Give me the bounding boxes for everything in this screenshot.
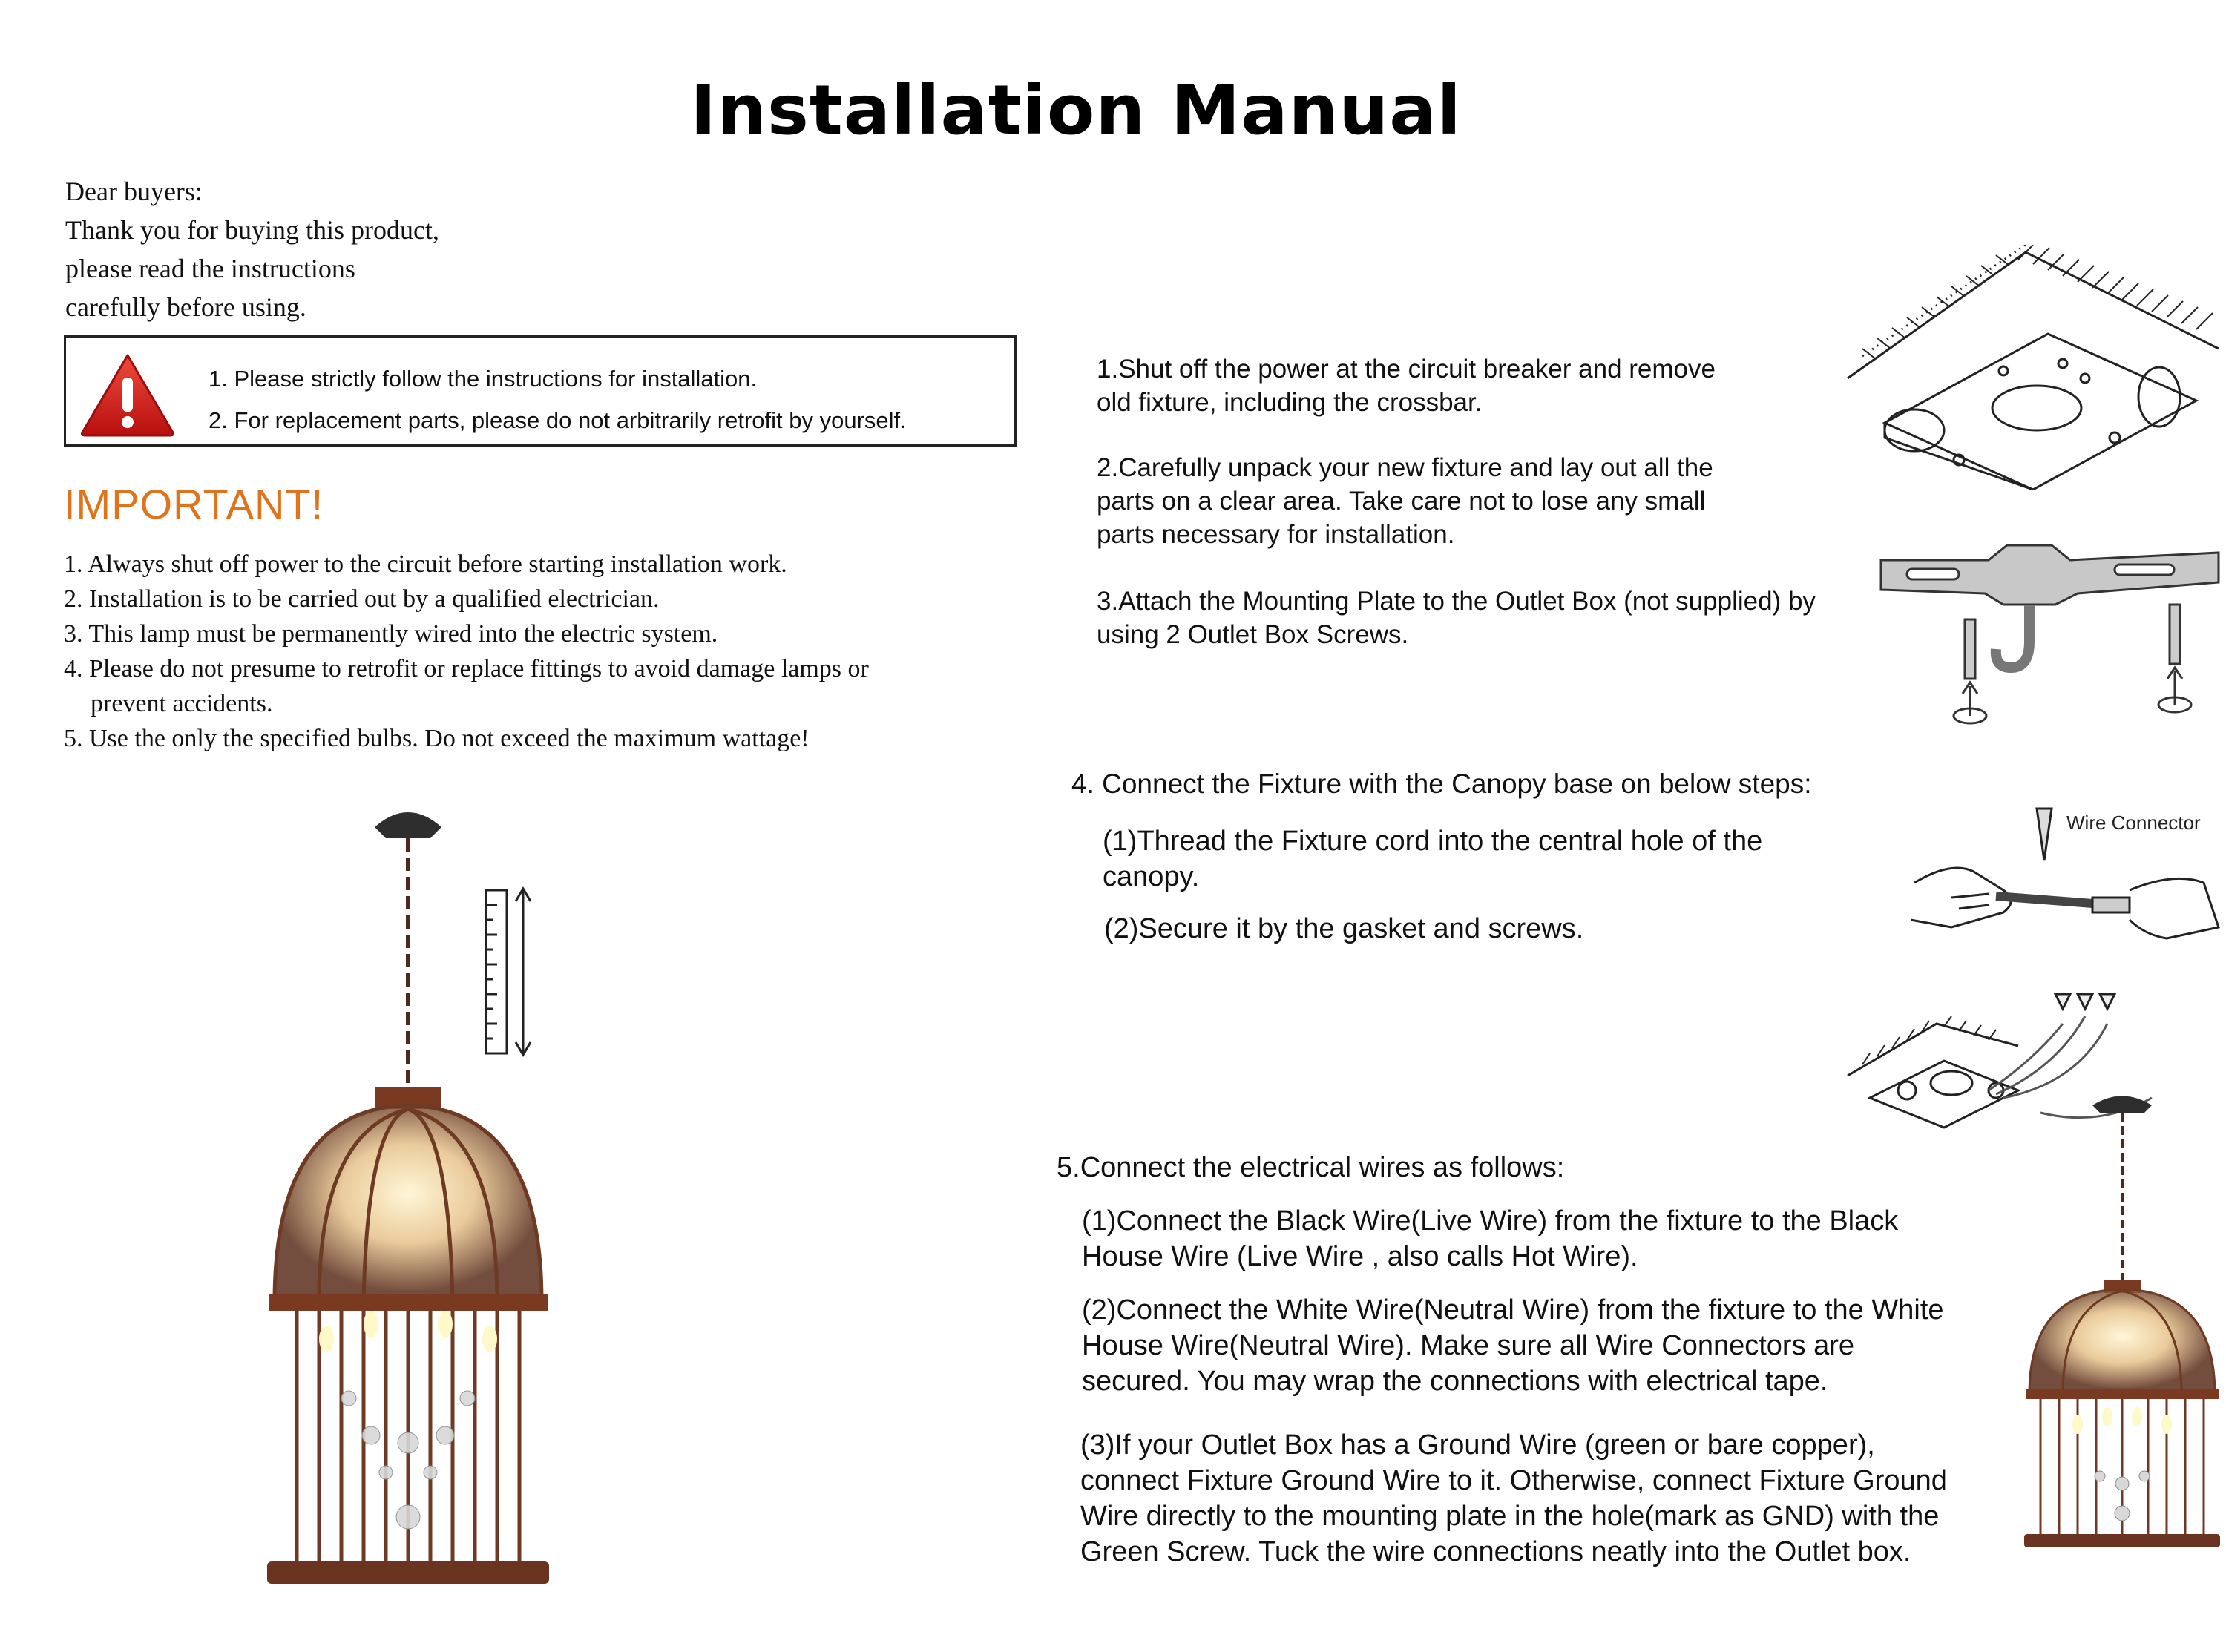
- greeting-line: Dear buyers:: [65, 177, 203, 206]
- warning-box: [64, 335, 1017, 447]
- step-text: Wire directly to the mounting plate in the hole(mark as GND) with the: [1080, 1501, 1940, 1532]
- warning-line: 2. For replacement parts, please do not arbitrarily retrofit by yourself.: [209, 407, 907, 433]
- warning-line: 1. Please strictly follow the instructions for installation.: [209, 366, 758, 392]
- list-item: 2. Installation is to be carried out by a qualified electrician.: [64, 585, 660, 613]
- greeting-line: please read the instructions: [65, 254, 355, 283]
- page-title: Installation Manual: [690, 70, 1462, 150]
- outlet-box-illustration: [1840, 245, 2226, 490]
- step-text: connect Fixture Ground Wire to it. Otherwise, connect Fixture Ground: [1080, 1465, 1947, 1496]
- chandelier-image: [237, 805, 653, 1599]
- step-5-3: [1080, 1427, 1947, 1570]
- greeting-line: carefully before using.: [65, 292, 306, 322]
- step-text: House Wire (Live Wire , also calls Hot Wire).: [1082, 1241, 1638, 1272]
- mounting-plate-illustration: [1877, 530, 2226, 738]
- step-text: 1.Shut off the power at the circuit breaker and remove: [1097, 355, 1716, 384]
- step-text: Green Screw. Tuck the wire connections neatly into the Outlet box.: [1080, 1536, 1911, 1567]
- list-item: 4. Please do not presume to retrofit or replace fittings to avoid damage lamps or: [64, 655, 869, 682]
- step-text: parts on a clear area. Take care not to lose any small: [1097, 487, 1706, 516]
- step-text: using 2 Outlet Box Screws.: [1097, 620, 1409, 649]
- step-5-1: [1082, 1203, 1898, 1274]
- step-3: [1097, 585, 1816, 651]
- wire-connector-illustration: [1907, 801, 2226, 950]
- step-text: canopy.: [1103, 861, 1200, 892]
- step-text: parts necessary for installation.: [1097, 520, 1455, 549]
- step-text: 2.Carefully unpack your new fixture and lay out all the: [1097, 453, 1713, 482]
- step-5-2: [1082, 1292, 1943, 1399]
- step-text: (1)Thread the Fixture cord into the central hole of the: [1103, 826, 1763, 857]
- step-text: (1)Connect the Black Wire(Live Wire) from the fixture to the Black: [1082, 1205, 1899, 1237]
- step-1: [1097, 352, 1716, 419]
- step-text: House Wire(Neutral Wire). Make sure all Wire Connectors are: [1082, 1330, 1855, 1361]
- step-text: old fixture, including the crossbar.: [1097, 388, 1483, 417]
- step-5: 5.Connect the electrical wires as follows:: [1057, 1152, 1565, 1183]
- step-4-2: (2)Secure it by the gasket and screws.: [1104, 913, 1584, 944]
- important-list: [64, 547, 869, 756]
- greeting-line: Thank you for buying this product,: [65, 215, 439, 245]
- step-4-1: [1103, 823, 1762, 895]
- list-item: prevent accidents.: [91, 690, 273, 717]
- list-item: 1. Always shut off power to the circuit before starting installation work.: [64, 550, 787, 578]
- greeting: [65, 172, 439, 326]
- step-text: secured. You may wrap the connections with electrical tape.: [1082, 1366, 1828, 1397]
- list-item: 3. This lamp must be permanently wired into the electric system.: [64, 620, 718, 648]
- wire-connector-label: Wire Connector: [2066, 812, 2201, 834]
- step-text: (2)Connect the White Wire(Neutral Wire) from the fixture to the White: [1082, 1294, 1944, 1326]
- step-text: (3)If your Outlet Box has a Ground Wire (green or bare copper),: [1080, 1429, 1875, 1461]
- important-heading: IMPORTANT!: [64, 481, 324, 527]
- step-4: 4. Connect the Fixture with the Canopy base on below steps:: [1071, 769, 1812, 799]
- step-2: [1097, 451, 1713, 551]
- height-adjust-icon: [482, 883, 542, 1061]
- chandelier-small-image: [2018, 1090, 2226, 1558]
- step-text: 3.Attach the Mounting Plate to the Outlet Box (not supplied) by: [1097, 587, 1816, 616]
- warning-icon: [79, 352, 176, 437]
- list-item: 5. Use the only the specified bulbs. Do not exceed the maximum wattage!: [64, 725, 810, 752]
